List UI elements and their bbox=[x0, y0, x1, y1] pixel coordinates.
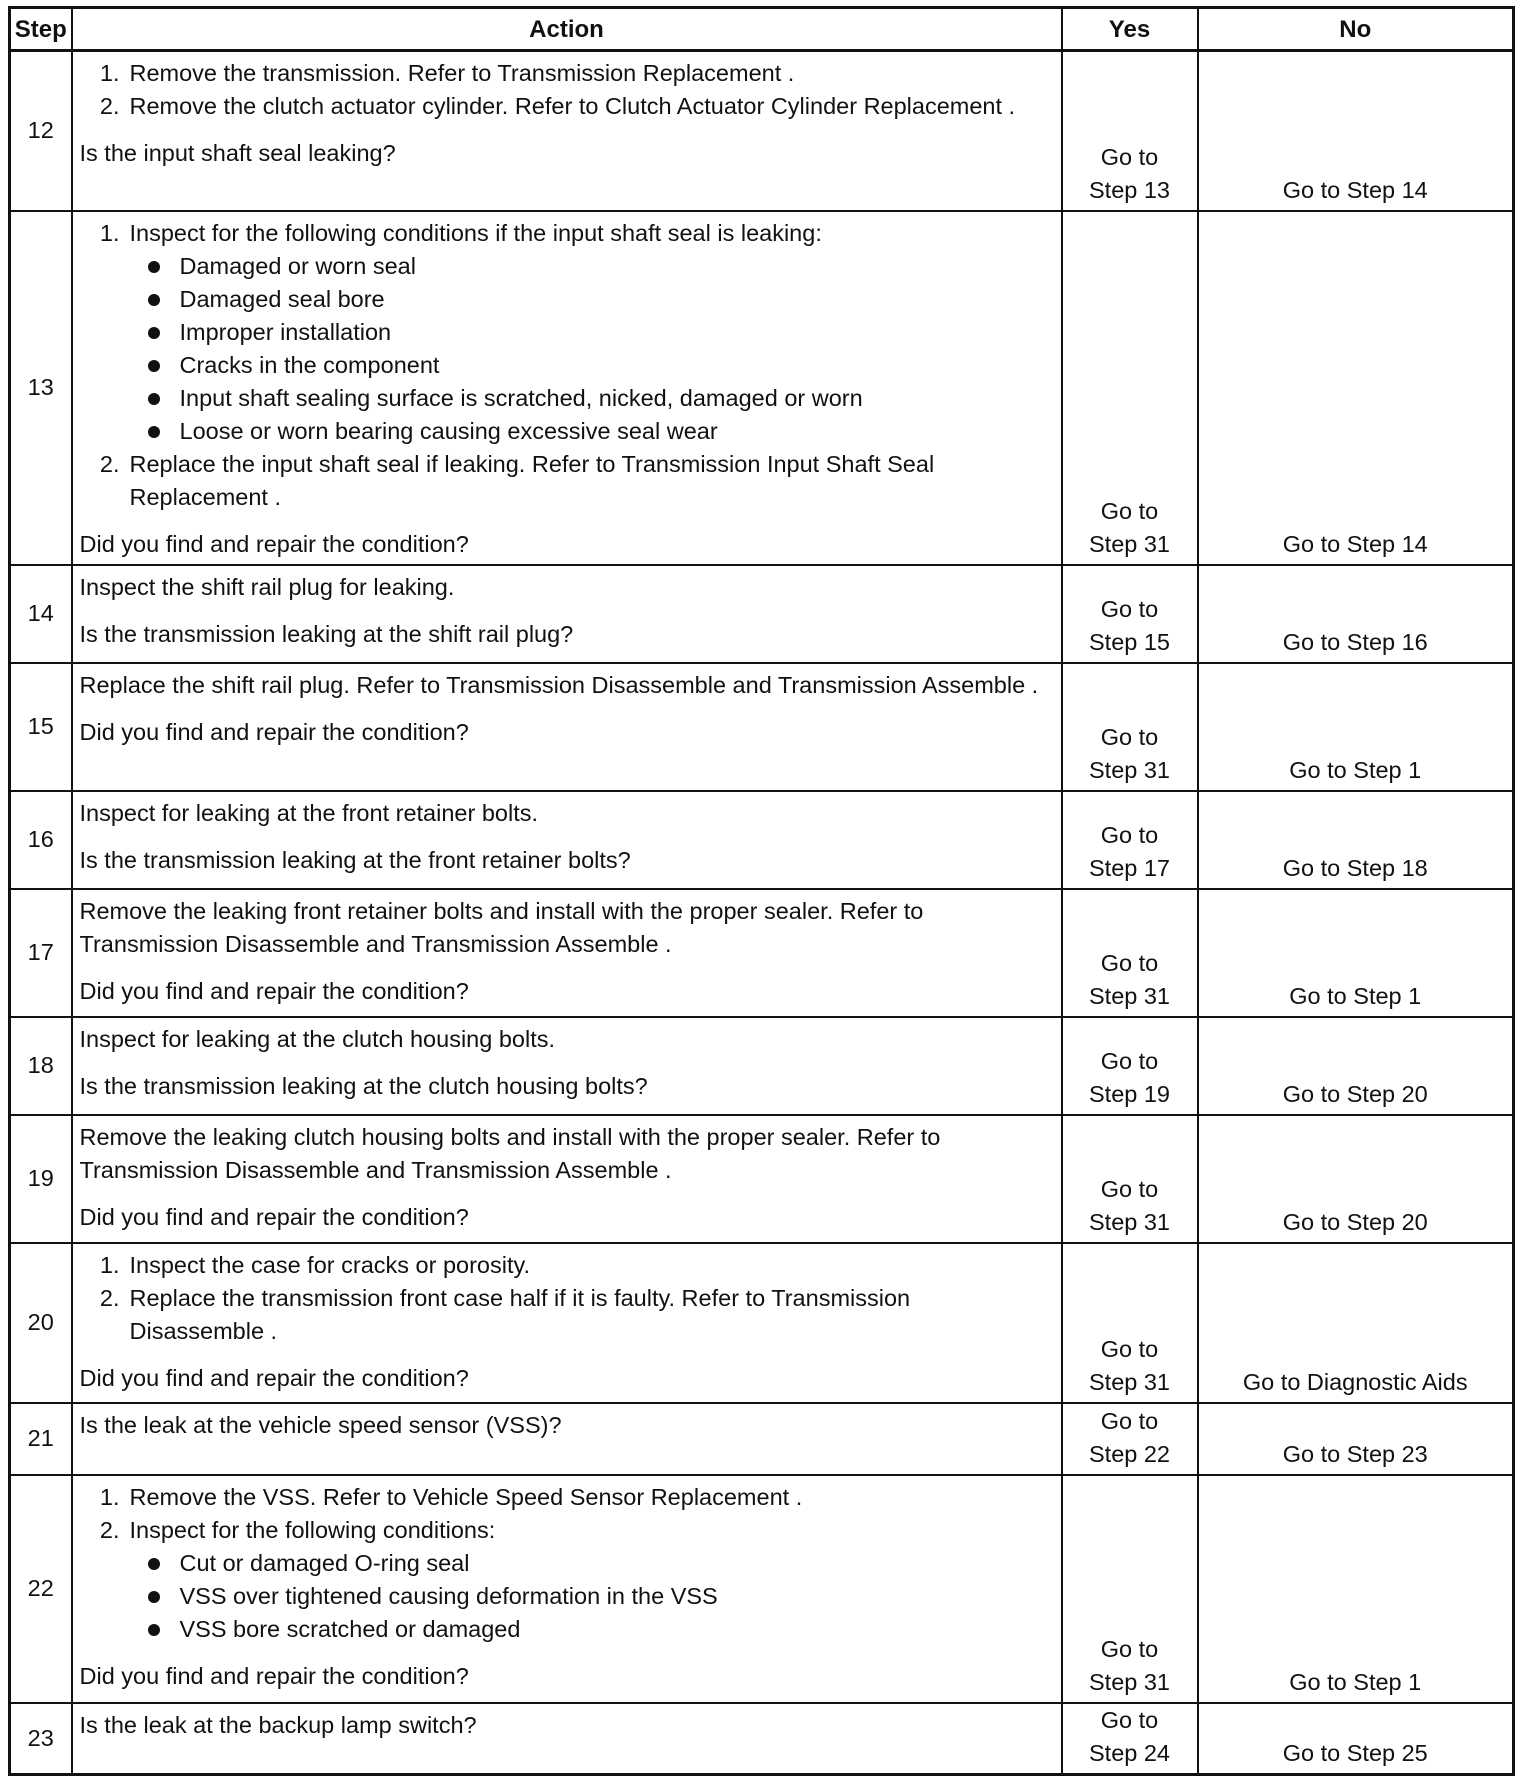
step-number: 19 bbox=[10, 1115, 72, 1243]
yes-goto-label: Go to bbox=[1100, 1047, 1159, 1074]
yes-step-link[interactable]: Step 15 bbox=[1088, 628, 1170, 655]
no-step-link[interactable]: Go to Step 1 bbox=[1198, 1475, 1514, 1703]
action-question: Did you find and repair the condition? bbox=[79, 530, 469, 557]
list-item bbox=[130, 217, 1049, 448]
no-step-link[interactable]: Go to Step 1 bbox=[1198, 889, 1514, 1017]
yes-cell bbox=[1062, 889, 1198, 1017]
header-yes: Yes bbox=[1062, 8, 1198, 51]
list-item: Remove the VSS. Refer to Vehicle Speed Sensor Replacement . bbox=[129, 1483, 803, 1510]
action-cell bbox=[72, 1017, 1062, 1115]
step-number: 18 bbox=[10, 1017, 72, 1115]
bullet-item: Input shaft sealing surface is scratched, nicked, damaged or worn bbox=[180, 382, 1049, 415]
yes-step-link[interactable]: Step 22 bbox=[1088, 1440, 1170, 1467]
table-row bbox=[10, 1475, 1514, 1703]
step-number: 16 bbox=[10, 791, 72, 889]
no-step-link[interactable]: Go to Step 16 bbox=[1198, 565, 1514, 663]
yes-goto-label: Go to bbox=[1100, 1407, 1159, 1434]
yes-cell bbox=[1062, 211, 1198, 565]
numbered-list bbox=[80, 1249, 1049, 1348]
yes-goto-label: Go to bbox=[1100, 821, 1159, 848]
table-row bbox=[10, 791, 1514, 889]
step-number: 20 bbox=[10, 1243, 72, 1403]
action-text: Remove the leaking front retainer bolts and install with the proper sealer. Refer to Transmission Disassemble and Transmission Assemble . bbox=[79, 897, 924, 957]
action-question: Is the transmission leaking at the front retainer bolts? bbox=[79, 846, 631, 873]
action-text: Inspect for leaking at the clutch housing bolts. bbox=[79, 1025, 556, 1052]
bullet-item: Cut or damaged O-ring seal bbox=[180, 1547, 1049, 1580]
diagnostic-table bbox=[8, 6, 1515, 1776]
action-question: Did you find and repair the condition? bbox=[79, 1364, 469, 1391]
list-item-text: Inspect for the following conditions: bbox=[129, 1516, 496, 1543]
table-row bbox=[10, 1115, 1514, 1243]
action-question: Did you find and repair the condition? bbox=[79, 1662, 469, 1689]
yes-step-link[interactable]: Step 13 bbox=[1088, 176, 1170, 203]
yes-goto-label: Go to bbox=[1100, 143, 1159, 170]
action-cell bbox=[72, 1243, 1062, 1403]
action-cell bbox=[72, 1703, 1062, 1775]
bullet-item: Damaged or worn seal bbox=[180, 250, 1049, 283]
yes-cell bbox=[1062, 791, 1198, 889]
yes-goto-label: Go to bbox=[1100, 595, 1159, 622]
no-step-link[interactable]: Go to Step 18 bbox=[1198, 791, 1514, 889]
yes-step-link[interactable]: Step 31 bbox=[1088, 756, 1170, 783]
bullet-item: Loose or worn bearing causing excessive seal wear bbox=[180, 415, 1049, 448]
list-item: Remove the clutch actuator cylinder. Refer to Clutch Actuator Cylinder Replacement . bbox=[129, 93, 1016, 119]
no-step-link[interactable]: Go to Step 25 bbox=[1198, 1703, 1514, 1775]
yes-cell bbox=[1062, 1243, 1198, 1403]
action-question: Is the transmission leaking at the shift rail plug? bbox=[79, 620, 574, 647]
table-row bbox=[10, 51, 1514, 211]
action-question: Is the transmission leaking at the clutch housing bolts? bbox=[79, 1072, 648, 1099]
numbered-list bbox=[80, 1481, 1049, 1646]
yes-goto-label: Go to bbox=[1100, 1635, 1159, 1662]
action-question: Did you find and repair the condition? bbox=[79, 1203, 469, 1230]
yes-cell bbox=[1062, 663, 1198, 791]
list-item-text: Inspect for the following conditions if the input shaft seal is leaking: bbox=[129, 219, 822, 246]
bullet-item: Improper installation bbox=[180, 316, 1049, 349]
yes-cell bbox=[1062, 1703, 1198, 1775]
action-text: Inspect for leaking at the front retainer bolts. bbox=[79, 799, 539, 826]
header-step: Step bbox=[10, 8, 72, 51]
action-question: Is the input shaft seal leaking? bbox=[79, 140, 396, 166]
step-number: 17 bbox=[10, 889, 72, 1017]
no-step-link[interactable]: Go to Diagnostic Aids bbox=[1198, 1243, 1514, 1403]
yes-goto-label: Go to bbox=[1100, 723, 1159, 750]
step-number: 14 bbox=[10, 565, 72, 663]
list-item: Replace the transmission front case half if it is faulty. Refer to Transmission Disassemble . bbox=[129, 1284, 911, 1344]
bullet-list bbox=[130, 250, 1049, 448]
yes-goto-label: Go to bbox=[1100, 1175, 1159, 1202]
yes-goto-label: Go to bbox=[1100, 1335, 1159, 1362]
table-row bbox=[10, 663, 1514, 791]
bullet-item: Cracks in the component bbox=[180, 349, 1049, 382]
action-cell bbox=[72, 565, 1062, 663]
bullet-item: Damaged seal bore bbox=[180, 283, 1049, 316]
yes-step-link[interactable]: Step 31 bbox=[1088, 982, 1170, 1009]
no-step-link[interactable]: Go to Step 20 bbox=[1198, 1115, 1514, 1243]
no-step-link[interactable]: Go to Step 1 bbox=[1198, 663, 1514, 791]
list-item bbox=[130, 1514, 1049, 1646]
no-step-link[interactable]: Go to Step 23 bbox=[1198, 1403, 1514, 1475]
action-question: Did you find and repair the condition? bbox=[79, 718, 469, 745]
yes-cell bbox=[1062, 1403, 1198, 1475]
action-question: Did you find and repair the condition? bbox=[79, 977, 469, 1004]
table-row bbox=[10, 1403, 1514, 1475]
header-no: No bbox=[1198, 8, 1514, 51]
table-row bbox=[10, 1243, 1514, 1403]
yes-step-link[interactable]: Step 31 bbox=[1088, 530, 1170, 557]
list-item: Remove the transmission. Refer to Transmission Replacement . bbox=[129, 60, 795, 86]
list-item: Replace the input shaft seal if leaking. Refer to Transmission Input Shaft Seal Replacement . bbox=[129, 450, 935, 510]
yes-goto-label: Go to bbox=[1100, 949, 1159, 976]
table-row bbox=[10, 889, 1514, 1017]
action-cell bbox=[72, 663, 1062, 791]
yes-goto-label: Go to bbox=[1100, 1707, 1159, 1733]
numbered-list bbox=[80, 217, 1049, 514]
action-question: Is the leak at the vehicle speed sensor (VSS)? bbox=[79, 1411, 562, 1438]
bullet-list bbox=[130, 1547, 1049, 1646]
no-step-link[interactable]: Go to Step 14 bbox=[1198, 51, 1514, 211]
header-action: Action bbox=[72, 8, 1062, 51]
table-row bbox=[10, 565, 1514, 663]
yes-cell bbox=[1062, 51, 1198, 211]
step-number: 23 bbox=[10, 1703, 72, 1775]
step-number: 15 bbox=[10, 663, 72, 791]
bullet-item: VSS bore scratched or damaged bbox=[180, 1613, 1049, 1646]
action-text: Inspect the shift rail plug for leaking. bbox=[79, 573, 455, 600]
yes-step-link[interactable]: Step 17 bbox=[1088, 854, 1170, 881]
step-number: 21 bbox=[10, 1403, 72, 1475]
step-number: 12 bbox=[10, 51, 72, 211]
step-number: 22 bbox=[10, 1475, 72, 1703]
action-cell bbox=[72, 889, 1062, 1017]
table-row bbox=[10, 211, 1514, 565]
action-cell bbox=[72, 1403, 1062, 1475]
action-text: Remove the leaking clutch housing bolts and install with the proper sealer. Refer to Transmission Disassemble and Transmission Assemble . bbox=[79, 1123, 941, 1183]
action-cell bbox=[72, 791, 1062, 889]
list-item: Inspect the case for cracks or porosity. bbox=[129, 1251, 531, 1278]
action-cell bbox=[72, 1115, 1062, 1243]
action-cell bbox=[72, 1475, 1062, 1703]
action-cell bbox=[72, 211, 1062, 565]
no-step-link[interactable]: Go to Step 20 bbox=[1198, 1017, 1514, 1115]
numbered-list bbox=[80, 57, 1049, 123]
table-row bbox=[10, 1017, 1514, 1115]
yes-cell bbox=[1062, 1475, 1198, 1703]
step-number: 13 bbox=[10, 211, 72, 565]
header-row bbox=[10, 8, 1514, 51]
yes-cell bbox=[1062, 565, 1198, 663]
no-step-link[interactable]: Go to Step 14 bbox=[1198, 211, 1514, 565]
yes-cell bbox=[1062, 1115, 1198, 1243]
bullet-item: VSS over tightened causing deformation in the VSS bbox=[180, 1580, 1049, 1613]
yes-step-link[interactable]: Step 19 bbox=[1088, 1080, 1170, 1107]
yes-cell bbox=[1062, 1017, 1198, 1115]
action-question: Is the leak at the backup lamp switch? bbox=[79, 1711, 477, 1738]
table-row bbox=[10, 1703, 1514, 1775]
action-cell bbox=[72, 51, 1062, 211]
yes-step-link[interactable]: Step 31 bbox=[1088, 1668, 1170, 1695]
yes-step-link[interactable]: Step 24 bbox=[1088, 1740, 1170, 1766]
yes-goto-label: Go to bbox=[1100, 497, 1159, 524]
action-text: Replace the shift rail plug. Refer to Transmission Disassemble and Transmission Assemble . bbox=[79, 671, 1039, 698]
yes-step-link[interactable]: Step 31 bbox=[1088, 1368, 1170, 1395]
yes-step-link[interactable]: Step 31 bbox=[1088, 1208, 1170, 1235]
